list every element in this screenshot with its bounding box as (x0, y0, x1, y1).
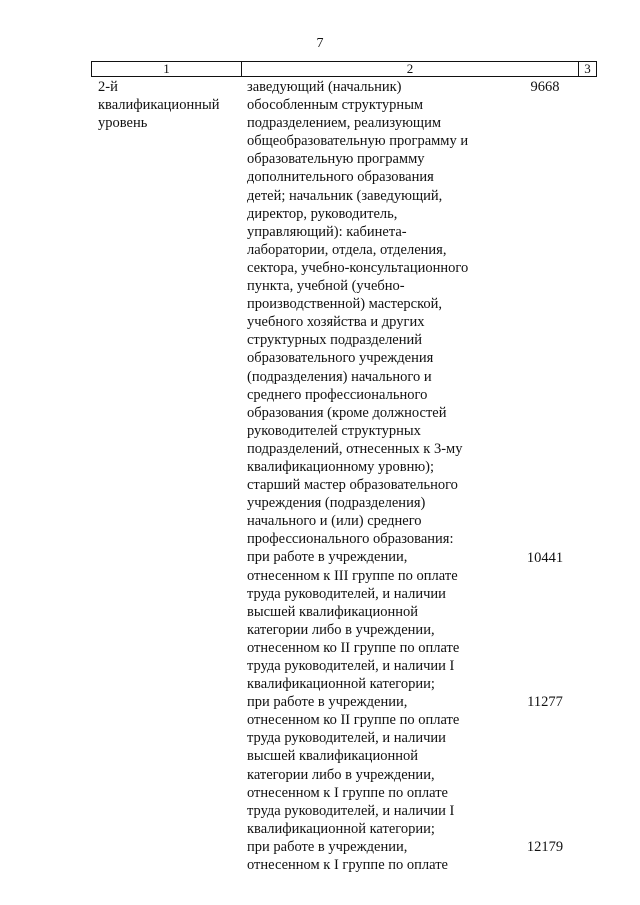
description-line: лаборатории, отдела, отделения, (247, 241, 447, 258)
description-line: квалификационному уровню); (247, 458, 435, 475)
qualification-level-cell (98, 78, 248, 132)
qualification-level-line: 2-й (98, 79, 118, 95)
table-header-col-1: 1 (92, 62, 242, 76)
description-line: отнесенном ко II группе по оплате (247, 639, 460, 656)
salary-value: 11277 (527, 694, 563, 711)
description-line: старший мастер образовательного (247, 477, 458, 494)
description-line: пункта, учебной (учебно- (247, 278, 405, 295)
table-header-col-3: 3 (584, 61, 591, 76)
salary-value: 10441 (526, 549, 564, 566)
description-line: труда руководителей, и наличии (247, 585, 446, 602)
description-line: квалификационной категории; (247, 820, 435, 837)
description-line: при работе в учреждении, (247, 549, 408, 566)
description-line: труда руководителей, и наличии (247, 730, 446, 747)
description-line: общеобразовательную программу и (247, 133, 469, 150)
description-line: образовательного учреждения (247, 350, 434, 367)
description-line: руководителей структурных (247, 422, 421, 439)
description-line: обособленным структурным (247, 97, 424, 114)
description-line: управляющий): кабинета- (247, 223, 407, 240)
description-line: сектора, учебно-консультационного (247, 259, 469, 276)
description-line: учреждения (подразделения) (247, 495, 426, 512)
table-header-row (91, 61, 597, 77)
description-line: труда руководителей, и наличии I (247, 658, 455, 674)
description-line: отнесенном ко II группе по оплате (247, 712, 460, 729)
description-line: структурных подразделений (247, 332, 423, 349)
description-line: подразделений, отнесенных к 3-му (247, 440, 463, 457)
salary-value: 12179 (526, 839, 564, 856)
description-line: категории либо в учреждении, (247, 766, 435, 783)
description-line: образовательную программу (247, 151, 425, 168)
position-description-cell (247, 78, 492, 874)
description-line: высшей квалификационной (247, 603, 418, 620)
description-line: отнесенном к I группе по оплате (247, 857, 448, 874)
description-line: производственной) мастерской, (247, 296, 443, 313)
description-line: профессионального образования: (247, 531, 454, 548)
description-line: детей; начальник (заведующий, (247, 187, 443, 204)
qualification-level-line: уровень (98, 115, 148, 131)
description-line: дополнительного образования (247, 169, 434, 186)
description-line: при работе в учреждении, (247, 694, 408, 711)
description-line: учебного хозяйства и других (247, 314, 425, 331)
description-line: отнесенном к I группе по оплате (247, 784, 448, 801)
page-number: 7 (316, 36, 324, 51)
description-line: заведующий (начальник) (247, 79, 402, 95)
description-line: среднего профессионального (247, 386, 428, 403)
qualification-level-line: квалификационный (98, 97, 220, 113)
description-line: отнесенном к III группе по оплате (247, 567, 458, 584)
description-line: (подразделения) начального и (247, 368, 432, 385)
description-line: начального и (или) среднего (247, 513, 422, 530)
description-line: высшей квалификационной (247, 748, 418, 765)
description-line: квалификационной категории; (247, 676, 435, 693)
description-line: подразделением, реализующим (247, 115, 442, 132)
description-line: категории либо в учреждении, (247, 621, 435, 638)
table-header-col-2: 2 (242, 62, 579, 76)
description-line: образования (кроме должностей (247, 404, 447, 421)
salary-value: 9668 (530, 79, 560, 95)
description-line: при работе в учреждении, (247, 838, 408, 855)
description-line: труда руководителей, и наличии I (247, 802, 455, 819)
description-line: директор, руководитель, (247, 205, 398, 222)
